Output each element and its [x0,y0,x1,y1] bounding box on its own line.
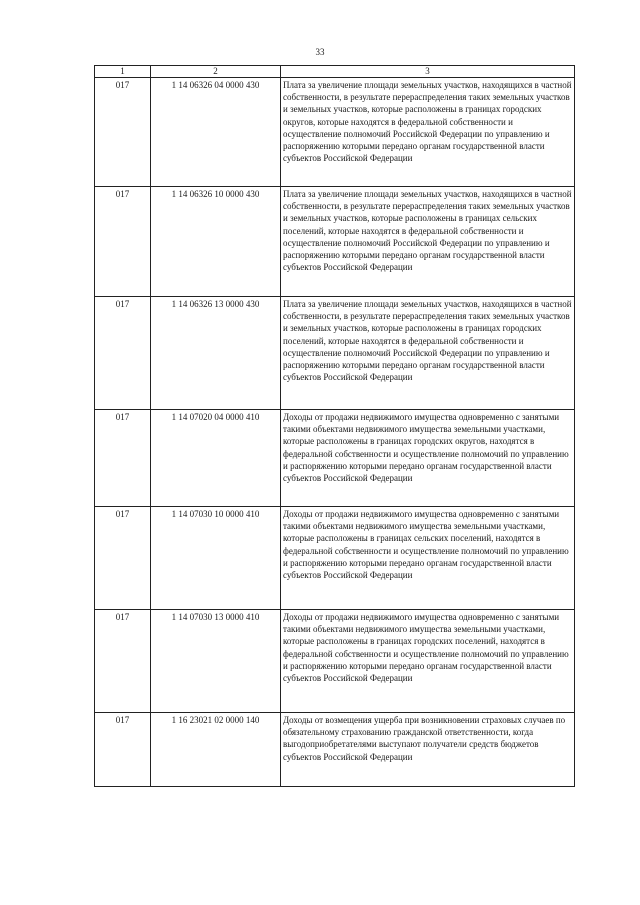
admin-code-cell: 017 [95,713,151,787]
budget-code-cell: 1 14 07030 13 0000 410 [151,610,281,713]
admin-code-cell: 017 [95,610,151,713]
description-cell: Плата за увеличение площади земельных участков, находящихся в частной собственности, в результате перераспределения таких земельных участков и земельных участков, которые расположены в границах городских округов, которые находятся в федеральной собственности и осуществление полномочий Российской Федерации по управлению и распоряжению которыми передано органам государственной власти субъектов Российской Федерации [281,78,575,187]
header-column-1: 1 [95,66,151,78]
description-cell: Доходы от продажи недвижимого имущества одновременно с занятыми такими объектами недвижимого имущества земельными участками, которые расположены в границах городских поселений, находятся в федеральной собственности и осуществление полномочий по управлению и распоряжению которыми передано органам государственной власти субъектов Российской Федерации [281,610,575,713]
budget-code-cell: 1 14 06326 04 0000 430 [151,78,281,187]
table-row [95,713,575,787]
budget-code-cell: 1 14 07020 04 0000 410 [151,410,281,507]
description-cell: Доходы от возмещения ущерба при возникновении страховых случаев по обязательному страхованию гражданской ответственности, когда выгодоприобретателями выступают получатели средств бюджетов субъектов Российской Федерации [281,713,575,787]
table-row [95,297,575,410]
admin-code-cell: 017 [95,507,151,610]
admin-code-cell: 017 [95,410,151,507]
budget-code-cell: 1 14 06326 13 0000 430 [151,297,281,410]
table-header-row [95,66,575,78]
admin-code-cell: 017 [95,78,151,187]
admin-code-cell: 017 [95,297,151,410]
budget-code-cell: 1 14 06326 10 0000 430 [151,187,281,297]
description-cell: Плата за увеличение площади земельных участков, находящихся в частной собственности, в результате перераспределения таких земельных участков и земельных участков, которые расположены в границах городских поселений, которые находятся в федеральной собственности и осуществление полномочий Российской Федерации по управлению и распоряжению которыми передано органам государственной власти субъектов Российской Федерации [281,297,575,410]
description-cell: Плата за увеличение площади земельных участков, находящихся в частной собственности, в результате перераспределения таких земельных участков и земельных участков, которые расположены в границах сельских поселений, которые находятся в федеральной собственности и осуществление полномочий Российской Федерации по управлению и распоряжению которыми передано органам государственной власти субъектов Российской Федерации [281,187,575,297]
page-number: 33 [315,47,325,57]
admin-code-cell: 017 [95,187,151,297]
header-column-2: 2 [151,66,281,78]
budget-code-cell: 1 14 07030 10 0000 410 [151,507,281,610]
description-cell: Доходы от продажи недвижимого имущества одновременно с занятыми такими объектами недвижимого имущества земельными участками, которые расположены в границах сельских поселений, находятся в федеральной собственности и осуществление полномочий по управлению и распоряжению которыми передано органам государственной власти субъектов Российской Федерации [281,507,575,610]
table-row [95,410,575,507]
table-row [95,610,575,713]
table-row [95,507,575,610]
description-cell: Доходы от продажи недвижимого имущества одновременно с занятыми такими объектами недвижимого имущества земельными участками, которые расположены в границах городских округов, находятся в федеральной собственности и осуществление полномочий по управлению и распоряжению которыми передано органам государственной власти субъектов Российской Федерации [281,410,575,507]
table-row [95,187,575,297]
budget-classification-table [94,65,575,787]
table-row [95,78,575,187]
budget-code-cell: 1 16 23021 02 0000 140 [151,713,281,787]
header-column-3: 3 [281,66,575,78]
